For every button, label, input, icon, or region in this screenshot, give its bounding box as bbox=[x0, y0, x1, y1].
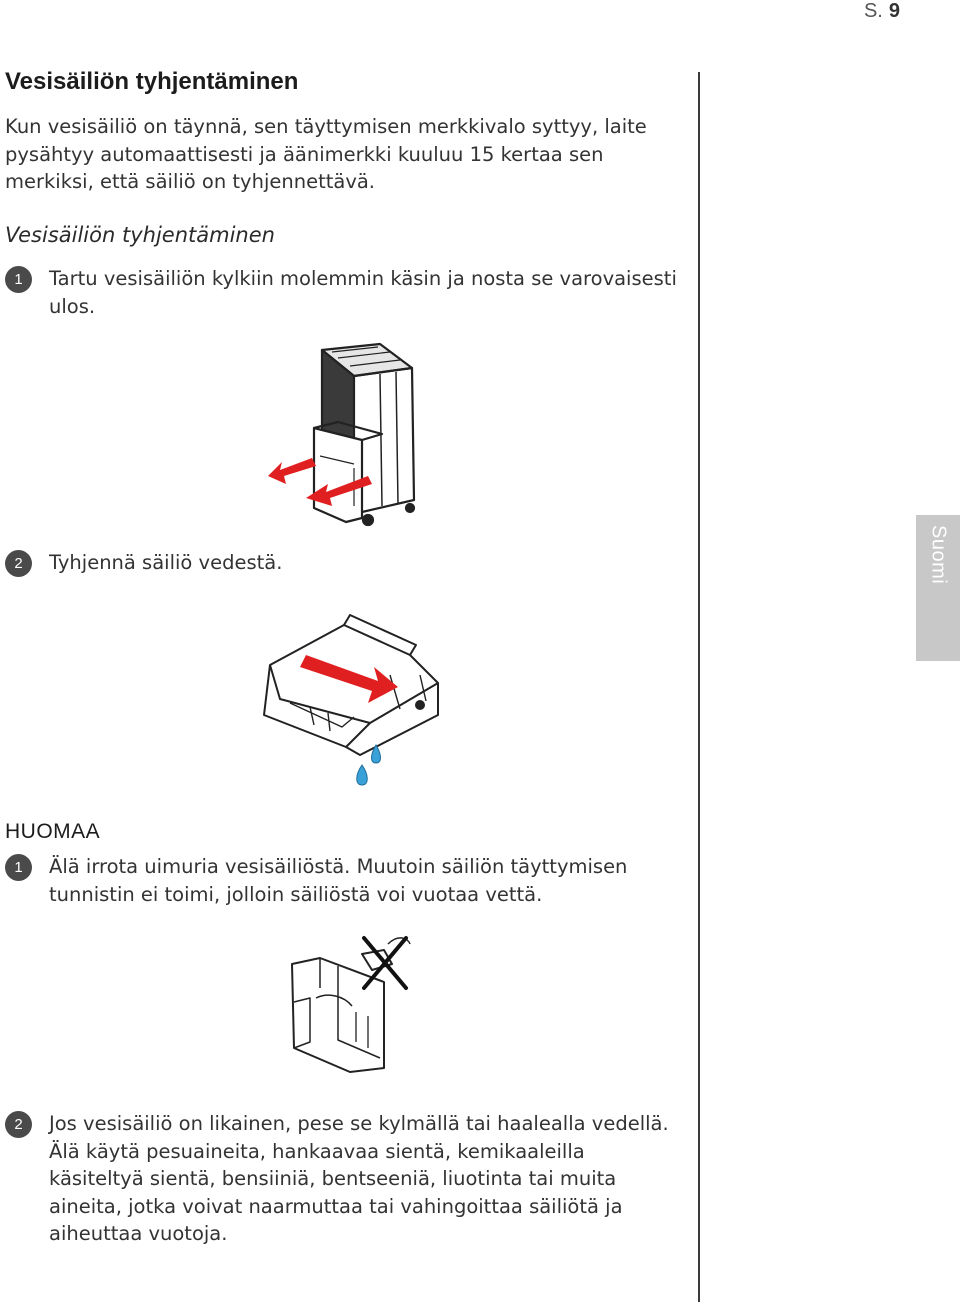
language-label: Suomi bbox=[927, 525, 950, 585]
intro-paragraph: Kun vesisäiliö on täynnä, sen täyttymisen merkkivalo syttyy, laite pysähtyy automaattisesti ja äänimerkki kuuluu 15 kertaa sen merkiksi, että säiliö on tyhjennettävä. bbox=[5, 115, 647, 193]
procedure-subtitle: Vesisäiliön tyhjentäminen bbox=[5, 223, 275, 247]
page-prefix: S. bbox=[863, 0, 883, 22]
column-divider bbox=[698, 72, 700, 1302]
page-number bbox=[864, 0, 900, 23]
note-number-badge: 1 bbox=[5, 854, 32, 881]
float-warning-illustration bbox=[280, 930, 420, 1075]
tank-emptying-illustration bbox=[250, 605, 450, 795]
step-number-badge: 2 bbox=[5, 550, 32, 577]
note-text: Älä irrota uimuria vesisäiliöstä. Muutoin säiliön täyttymisen tunnistin ei toimi, jolloin säiliöstä voi vuotaa vettä. bbox=[49, 855, 628, 906]
note-item-2 bbox=[5, 1110, 685, 1248]
step-2 bbox=[5, 549, 685, 577]
note-title: HUOMAA bbox=[5, 820, 101, 843]
note-text: Jos vesisäiliö on likainen, pese se kylmällä tai haalealla vedellä. Älä käytä pesuaineita, hankaavaa sientä, kemikaaleilla käsiteltyä sientä, bensiiniä, bentseeniä, liuotinta tai muita aineita, jotka voivat naarmuttaa tai vahingoittaa säiliötä ja aiheuttaa vuotoja. bbox=[49, 1112, 669, 1245]
dehumidifier-tank-removal-illustration bbox=[250, 330, 450, 530]
step-text: Tartu vesisäiliön kylkiin molemmin käsin ja nosta se varovaisesti ulos. bbox=[49, 267, 677, 318]
step-1 bbox=[5, 265, 685, 320]
note-item-1 bbox=[5, 853, 685, 908]
note-number-badge: 2 bbox=[5, 1111, 32, 1138]
language-tab bbox=[916, 515, 960, 661]
section-title: Vesisäiliön tyhjentäminen bbox=[5, 68, 299, 95]
step-text: Tyhjennä säiliö vedestä. bbox=[49, 551, 283, 574]
step-number-badge: 1 bbox=[5, 266, 32, 293]
page-number-value: 9 bbox=[888, 0, 900, 22]
